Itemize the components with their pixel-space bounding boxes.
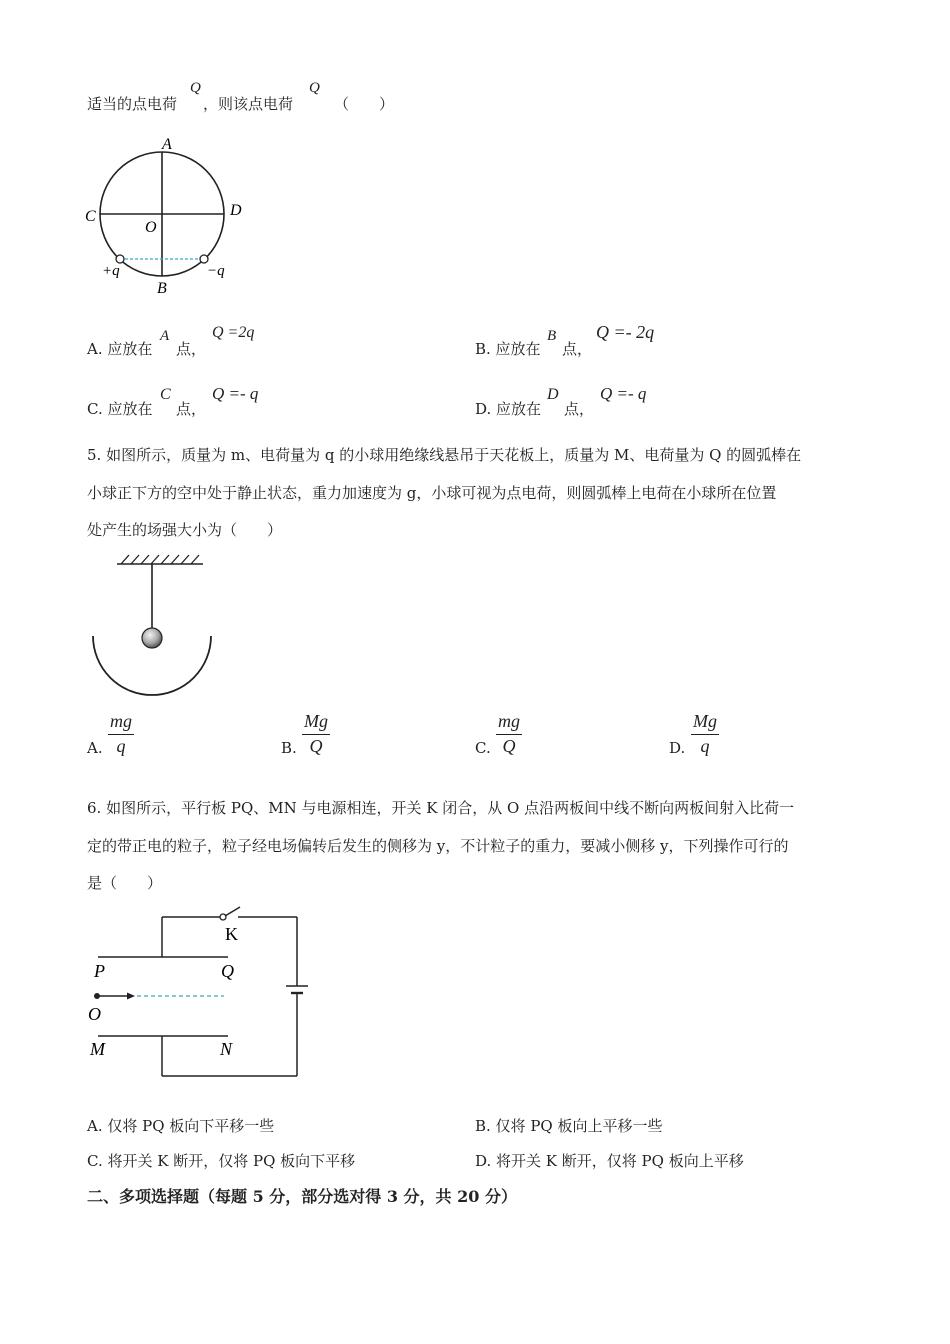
q4-option-d-prefix: D. 应放在 [475,400,542,418]
q5-ceiling-hatching [121,555,199,564]
q5-option-a-fraction [108,711,134,757]
q5-stem-line1: 5. 如图所示，质量为 m、电荷量为 q 的小球用绝缘线悬吊于天花板上，质量为 M、电荷量为 Q 的圆弧棒在 [87,446,802,464]
q5-option-a-denominator: q [116,736,126,756]
q4-option-d-point: D [547,386,559,403]
q4-option-b-suffix: 点， [562,340,593,358]
q6-stem-line1: 6. 如图所示，平行板 PQ、MN 与电源相连，开关 K 闭合，从 O 点沿两板间中线不断向两板间射入比荷一 [87,799,795,817]
q6-label-M: M [90,1039,105,1059]
q4-option-b-prefix: B. 应放在 [475,340,541,358]
q6-label-P: P [94,961,105,981]
q6-stem-line2: 定的带正电的粒子，粒子经电场偏转后发生的侧移为 y，不计粒子的重力，要减小侧移 y，下列操作可行的 [87,837,789,855]
q4-stem-prefix: 适当的点电荷 [87,95,178,113]
q5-option-a-numerator: mg [108,711,134,735]
q5-option-a-label: A. [87,739,103,757]
q4-minus-charge [200,255,208,263]
q4-option-c-suffix: 点， [176,400,207,418]
q5-option-d-numerator: Mg [691,711,719,735]
q5-option-b-numerator: Mg [302,711,330,735]
q5-stem-line2: 小球正下方的空中处于静止状态，重力加速度为 g，小球可视为点电荷，则圆弧棒上电荷在小球所在位置 [87,484,777,502]
q5-option-c-fraction [496,711,522,757]
q6-option-d[interactable]: D. 将开关 K 断开，仅将 PQ 板向上平移 [475,1152,744,1170]
q4-label-minus-q: −q [207,263,225,279]
q5-stem-line3: 处产生的场强大小为（ ） [87,521,283,539]
q5-option-d-label: D. [669,739,686,757]
q6-switch-blade [225,907,240,916]
q4-label-C: C [85,208,96,225]
q4-label-O: O [145,219,157,236]
q4-option-c-prefix: C. 应放在 [87,400,153,418]
q6-switch-pivot [220,914,226,920]
q5-option-c-denominator: Q [502,736,516,756]
q4-label-plus-q: +q [102,263,120,279]
q4-option-d-value: Q =- q [600,384,647,403]
q6-circuit-figure [80,900,320,1085]
q4-circle-figure [80,132,260,302]
q4-label-B: B [157,280,167,297]
section2-heading: 二、多项选择题（每题 5 分，部分选对得 3 分，共 20 分） [87,1187,517,1206]
q4-plus-charge [116,255,124,263]
q4-option-b-point: B [547,328,557,344]
q6-option-a[interactable]: A. 仅将 PQ 板向下平移一些 [87,1117,275,1135]
q4-stem [87,93,177,115]
q5-option-b-fraction [302,711,330,757]
q6-label-K: K [225,924,238,944]
q6-stem-line3: 是（ ） [87,874,163,892]
q4-stem-q1: Q [190,80,201,96]
q6-label-N: N [220,1039,233,1059]
q4-option-c-value: Q =- q [212,384,259,403]
q5-option-d-fraction [691,711,719,757]
q6-option-b[interactable]: B. 仅将 PQ 板向上平移一些 [475,1117,663,1135]
q5-pendulum-figure [85,550,225,700]
q4-option-a-suffix: 点， [176,340,207,358]
q4-label-A: A [162,136,172,153]
q5-option-d-denominator: q [700,736,710,756]
q4-option-b-value: Q =- 2q [596,322,655,342]
q4-option-c-point: C [160,386,171,403]
q5-option-c-label: C. [475,739,491,757]
q6-label-Q: Q [221,961,234,981]
q5-option-b-label: B. [281,739,297,757]
q4-stem-q2: Q [309,80,320,96]
q6-label-O: O [88,1004,101,1024]
q4-option-a-point: A [160,328,170,344]
q6-option-c[interactable]: C. 将开关 K 断开，仅将 PQ 板向下平移 [87,1152,356,1170]
q4-option-d-suffix: 点， [564,400,595,418]
q5-option-b-denominator: Q [309,736,323,756]
q4-option-a-value: Q =2q [212,324,255,341]
q4-option-a-prefix: A. 应放在 [87,340,153,358]
q4-label-D: D [230,202,242,219]
q4-stem-paren: （ ） [334,95,395,113]
q5-option-c-numerator: mg [496,711,522,735]
q6-velocity-arrowhead [127,993,135,1000]
q5-ball [142,628,162,648]
q4-stem-mid: ，则该点电荷 [203,95,294,113]
